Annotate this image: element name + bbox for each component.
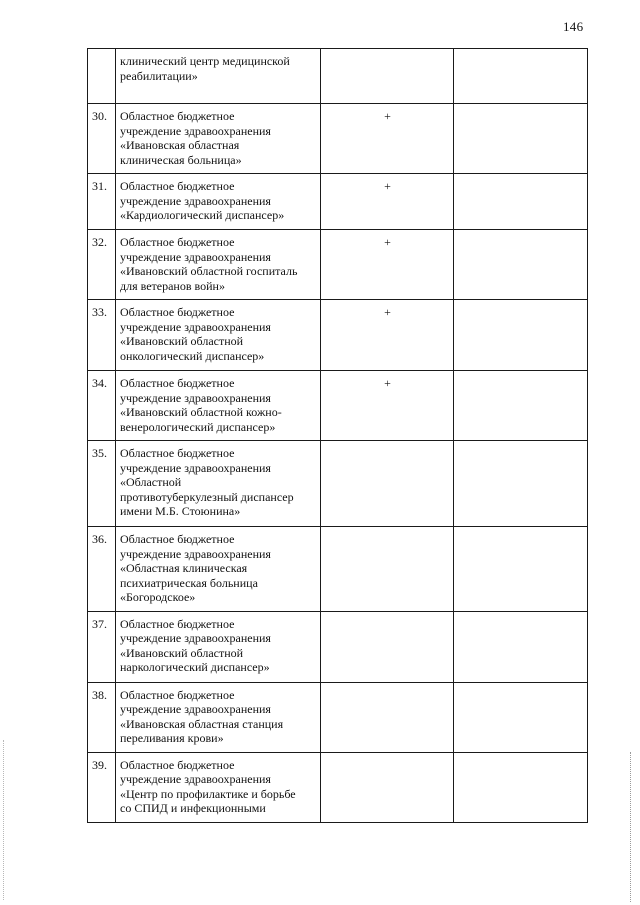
- extra-cell: [454, 230, 588, 300]
- institution-name-cell: [116, 230, 321, 300]
- institution-name-cell: [116, 300, 321, 371]
- scan-artifact-right: [630, 752, 632, 902]
- institution-name-cell: [116, 49, 321, 104]
- row-number-cell: 35.: [88, 441, 116, 527]
- extra-cell: [454, 527, 588, 612]
- mark-cell: [321, 49, 454, 104]
- mark-cell: [321, 441, 454, 527]
- mark-cell: +: [321, 104, 454, 174]
- table-row: [88, 611, 588, 682]
- row-number-cell: [88, 49, 116, 104]
- mark-cell: +: [321, 174, 454, 230]
- extra-cell: [454, 300, 588, 371]
- institution-name-cell: [116, 104, 321, 174]
- institution-name: Областное бюджетное учреждение здравоохранения «Областная клиническая психиатрическая больница «Богородское»: [120, 532, 271, 604]
- institution-name: Областное бюджетное учреждение здравоохранения «Ивановский областной госпиталь для ветеранов войн»: [120, 235, 298, 293]
- institution-name-cell: [116, 441, 321, 527]
- table-row: [88, 174, 588, 230]
- institution-name: Областное бюджетное учреждение здравоохранения «Областной противотуберкулезный диспансер имени М.Б. Стоюнина»: [120, 446, 294, 518]
- mark-cell: +: [321, 230, 454, 300]
- institution-name-cell: [116, 371, 321, 441]
- table-row: [88, 682, 588, 752]
- table-row: [88, 527, 588, 612]
- table-row: [88, 104, 588, 174]
- institution-name: Областное бюджетное учреждение здравоохранения «Ивановский областной кожно- венерологический диспансер»: [120, 376, 282, 434]
- table-row: [88, 230, 588, 300]
- extra-cell: [454, 174, 588, 230]
- extra-cell: [454, 752, 588, 822]
- institution-name-cell: [116, 752, 321, 822]
- table-row: [88, 441, 588, 527]
- row-number-cell: 38.: [88, 682, 116, 752]
- institution-name: Областное бюджетное учреждение здравоохранения «Ивановский областной наркологический диспансер»: [120, 616, 271, 674]
- row-number-cell: 33.: [88, 300, 116, 371]
- mark-cell: +: [321, 300, 454, 371]
- scan-artifact-left: [3, 740, 5, 900]
- extra-cell: [454, 104, 588, 174]
- institution-name: Областное бюджетное учреждение здравоохранения «Центр по профилактике и борьбе со СПИД и инфекционными: [120, 757, 296, 815]
- extra-cell: [454, 682, 588, 752]
- extra-cell: [454, 49, 588, 104]
- institution-name-cell: [116, 611, 321, 682]
- mark-cell: [321, 527, 454, 612]
- institution-name: клинический центр медицинской реабилитации»: [120, 54, 290, 83]
- extra-cell: [454, 371, 588, 441]
- institution-name-cell: [116, 174, 321, 230]
- row-number-cell: 32.: [88, 230, 116, 300]
- extra-cell: [454, 441, 588, 527]
- institution-name-cell: [116, 527, 321, 612]
- table-row: [88, 752, 588, 822]
- page-number: 146: [563, 19, 584, 34]
- row-number-cell: 36.: [88, 527, 116, 612]
- institution-name: Областное бюджетное учреждение здравоохранения «Ивановский областной онкологический диспансер»: [120, 305, 271, 363]
- row-number-cell: 37.: [88, 611, 116, 682]
- institution-name-cell: [116, 682, 321, 752]
- row-number-cell: 31.: [88, 174, 116, 230]
- institution-name: Областное бюджетное учреждение здравоохранения «Ивановская областная клиническая больница»: [120, 109, 271, 167]
- institution-name: Областное бюджетное учреждение здравоохранения «Ивановская областная станция переливания крови»: [120, 687, 284, 745]
- mark-cell: [321, 752, 454, 822]
- mark-cell: [321, 682, 454, 752]
- mark-cell: [321, 611, 454, 682]
- table-row: [88, 371, 588, 441]
- table-row: [88, 300, 588, 371]
- table-row: [88, 49, 588, 104]
- row-number-cell: 30.: [88, 104, 116, 174]
- extra-cell: [454, 611, 588, 682]
- row-number-cell: 39.: [88, 752, 116, 822]
- institution-name: Областное бюджетное учреждение здравоохранения «Кардиологический диспансер»: [120, 179, 285, 222]
- institutions-table: [87, 48, 588, 823]
- row-number-cell: 34.: [88, 371, 116, 441]
- mark-cell: +: [321, 371, 454, 441]
